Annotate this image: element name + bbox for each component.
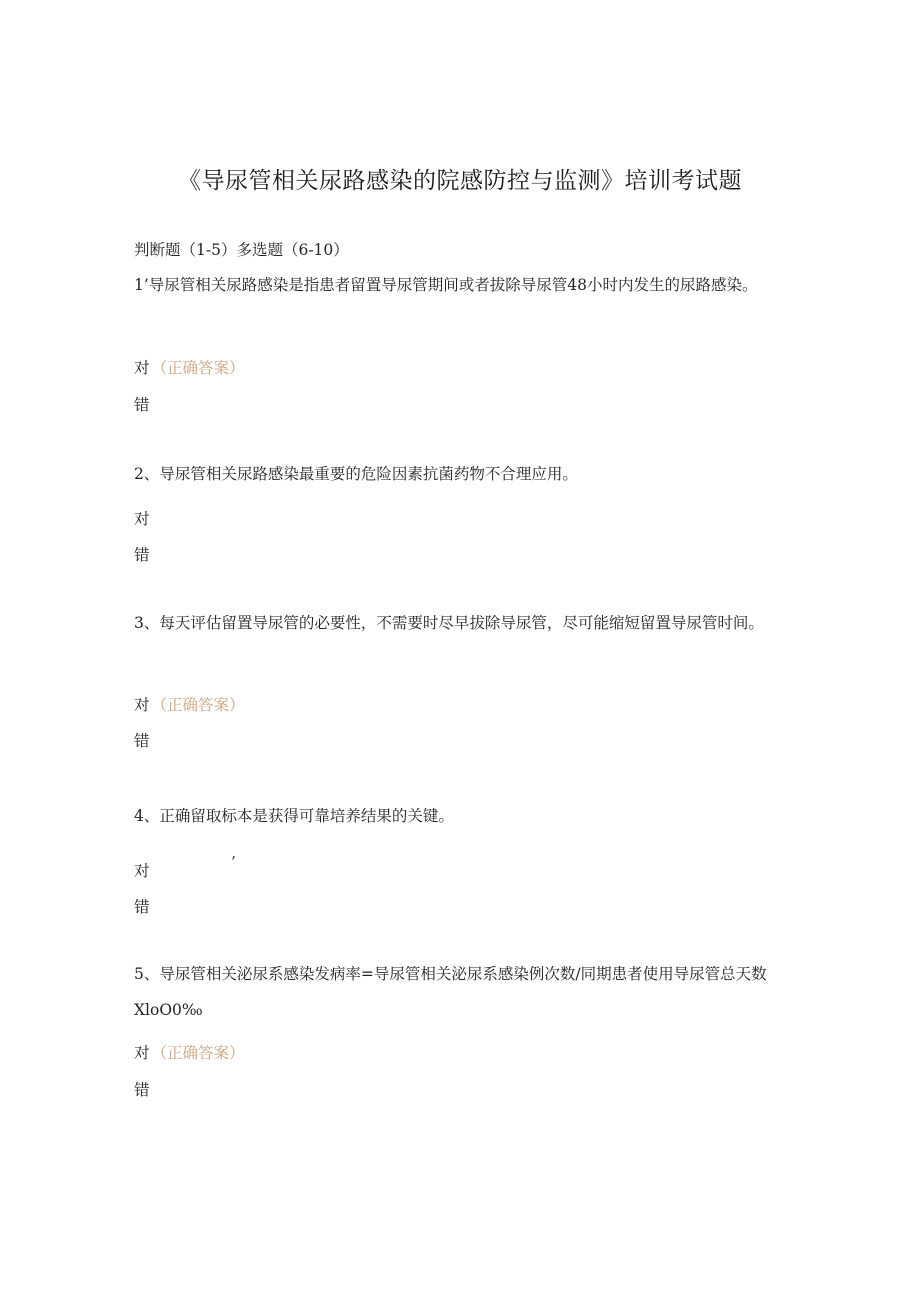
question-5-option-false[interactable] [134,1078,150,1100]
correct-answer-tag: （正确答案） [151,359,245,377]
question-1-option-false[interactable] [134,393,150,415]
option-true-label: 对 [134,862,150,880]
correct-answer-tag: （正确答案） [151,1044,245,1062]
option-true-label: 对 [134,696,150,714]
question-2-option-false[interactable] [134,543,150,565]
section-note: 判断题（1-5）多选题（6-10） [134,241,349,259]
option-false-label: 错 [134,898,150,916]
question-4-option-false[interactable] [134,895,150,917]
question-5-option-true[interactable] [134,1041,245,1063]
question-1-text: 1’导尿管相关尿路感染是指患者留置导尿管期间或者拔除导尿管48小时内发生的尿路感染。 [134,276,758,294]
correct-answer-tag: （正确答案） [151,696,245,714]
question-4-option-true[interactable] [134,859,150,881]
option-false-label: 错 [134,546,150,564]
option-true-label: 对 [134,1044,150,1062]
exam-title: 《导尿管相关尿路感染的院感防控与监测》培训考试题 [178,168,742,194]
option-false-label: 错 [134,732,150,750]
question-3-text: 3、每天评估留置导尿管的必要性，不需要时尽早拔除导尿管，尽可能缩短留置导尿管时间。 [134,614,764,632]
question-3-option-true[interactable] [134,693,245,715]
question-5-text: 5、导尿管相关泌尿系感染发病率=导尿管相关泌尿系感染例次数/同期患者使用导尿管总天数XloO0‰ [134,965,767,1019]
question-4-text: 4、正确留取标本是获得可靠培养结果的关键。 [134,807,454,825]
option-false-label: 错 [134,1081,150,1099]
question-2-text: 2、导尿管相关尿路感染最重要的危险因素抗菌药物不合理应用。 [134,465,578,483]
option-true-label: 对 [134,359,150,377]
question-1-option-true[interactable] [134,356,245,378]
option-false-label: 错 [134,396,150,414]
question-2-option-true[interactable] [134,507,150,529]
question-3-option-false[interactable] [134,729,150,751]
stray-mark: ’ [231,853,236,871]
option-true-label: 对 [134,510,150,528]
